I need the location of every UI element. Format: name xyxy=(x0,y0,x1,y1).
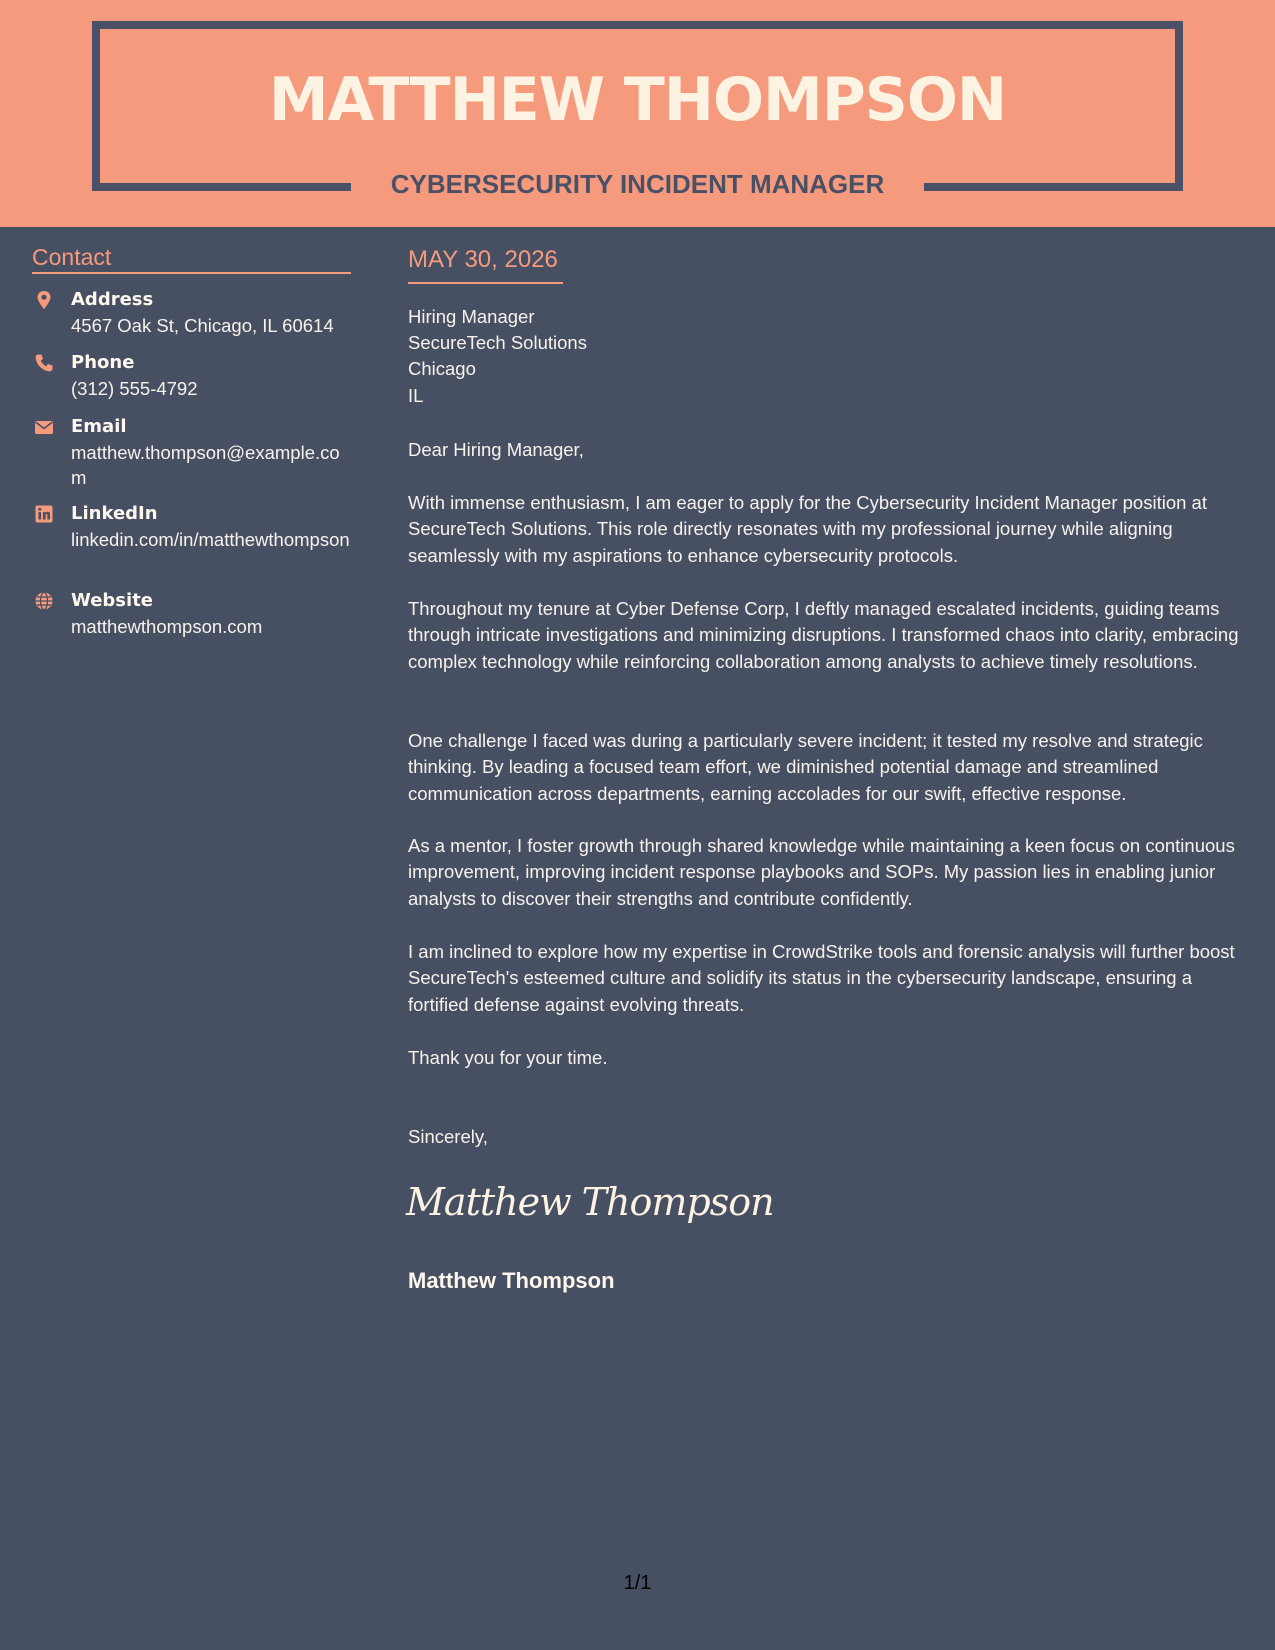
address-value: 4567 Oak St, Chicago, IL 60614 xyxy=(71,315,334,336)
contact-heading-rule xyxy=(32,272,351,274)
letter-date: MAY 30, 2026 xyxy=(408,246,558,273)
recipient-line: Chicago xyxy=(408,358,476,379)
header-banner xyxy=(0,0,1275,227)
phone-value: (312) 555-4792 xyxy=(71,378,198,399)
linkedin-icon xyxy=(34,504,54,524)
header-frame-left xyxy=(92,21,100,191)
handwritten-signature: Matthew Thompson xyxy=(406,1180,774,1224)
signoff-name: Matthew Thompson xyxy=(408,1268,615,1293)
recipient-line: Hiring Manager xyxy=(408,306,535,327)
body-paragraph: As a mentor, I foster growth through shared knowledge while maintaining a keen focus on continuous improvement, improving incident response playbooks and SOPs. My passion lies in enabling junior analysts to discover their strengths and contribute confidently. xyxy=(408,835,1235,909)
phone-icon xyxy=(34,353,54,373)
recipient-line: IL xyxy=(408,385,424,406)
date-rule xyxy=(408,282,563,284)
body-paragraph: I am inclined to explore how my expertise in CrowdStrike tools and forensic analysis will further boost SecureTech's esteemed culture and solidify its status in the cybersecurity landscape, ensuring a fortified defense against evolving threats. xyxy=(408,941,1235,1015)
header-frame-top xyxy=(92,21,1183,29)
thanks-line: Thank you for your time. xyxy=(408,1047,608,1068)
closing-line: Sincerely, xyxy=(408,1126,488,1147)
header-frame-bottom-right xyxy=(924,183,1183,191)
body-paragraph: One challenge I faced was during a particularly severe incident; it tested my resolve and strategic thinking. By leading a focused team effort, we diminished potential damage and streamlined communication across departments, earning accolades for our swift, effective response. xyxy=(408,730,1203,804)
contact-label: Website xyxy=(71,590,154,611)
map-pin-icon xyxy=(34,290,54,310)
contact-label: LinkedIn xyxy=(71,503,158,524)
body-paragraph: With immense enthusiasm, I am eager to apply for the Cybersecurity Incident Manager position at SecureTech Solutions. This role directly resonates with my professional journey while aligning seamlessly with my aspirations to enhance cybersecurity protocols. xyxy=(408,492,1207,566)
contact-label: Phone xyxy=(71,352,135,373)
envelope-icon xyxy=(34,417,54,437)
header-frame-bottom-left xyxy=(92,183,351,191)
header-frame-right xyxy=(1175,21,1183,191)
recipient-line: SecureTech Solutions xyxy=(408,332,587,353)
salutation: Dear Hiring Manager, xyxy=(408,439,584,460)
contact-label: Email xyxy=(71,416,127,437)
page-number: 1/1 xyxy=(623,1572,652,1594)
applicant-name: MATTHEW THOMPSON xyxy=(268,65,1007,135)
contact-heading: Contact xyxy=(32,244,112,270)
linkedin-value: linkedin.com/in/matthewthompson xyxy=(71,529,350,550)
job-title: CYBERSECURITY INCIDENT MANAGER xyxy=(390,169,885,199)
globe-icon xyxy=(34,591,54,611)
body-paragraph: Throughout my tenure at Cyber Defense Corp, I deftly managed escalated incidents, guiding teams through intricate investigations and minimizing disruptions. I transformed chaos into clarity, embracing complex technology while reinforcing collaboration among analysts to achieve timely resolutions. xyxy=(408,598,1239,672)
email-value: matthew.thompson@example.com xyxy=(71,442,340,488)
contact-label: Address xyxy=(71,289,154,310)
website-value: matthewthompson.com xyxy=(71,616,263,637)
